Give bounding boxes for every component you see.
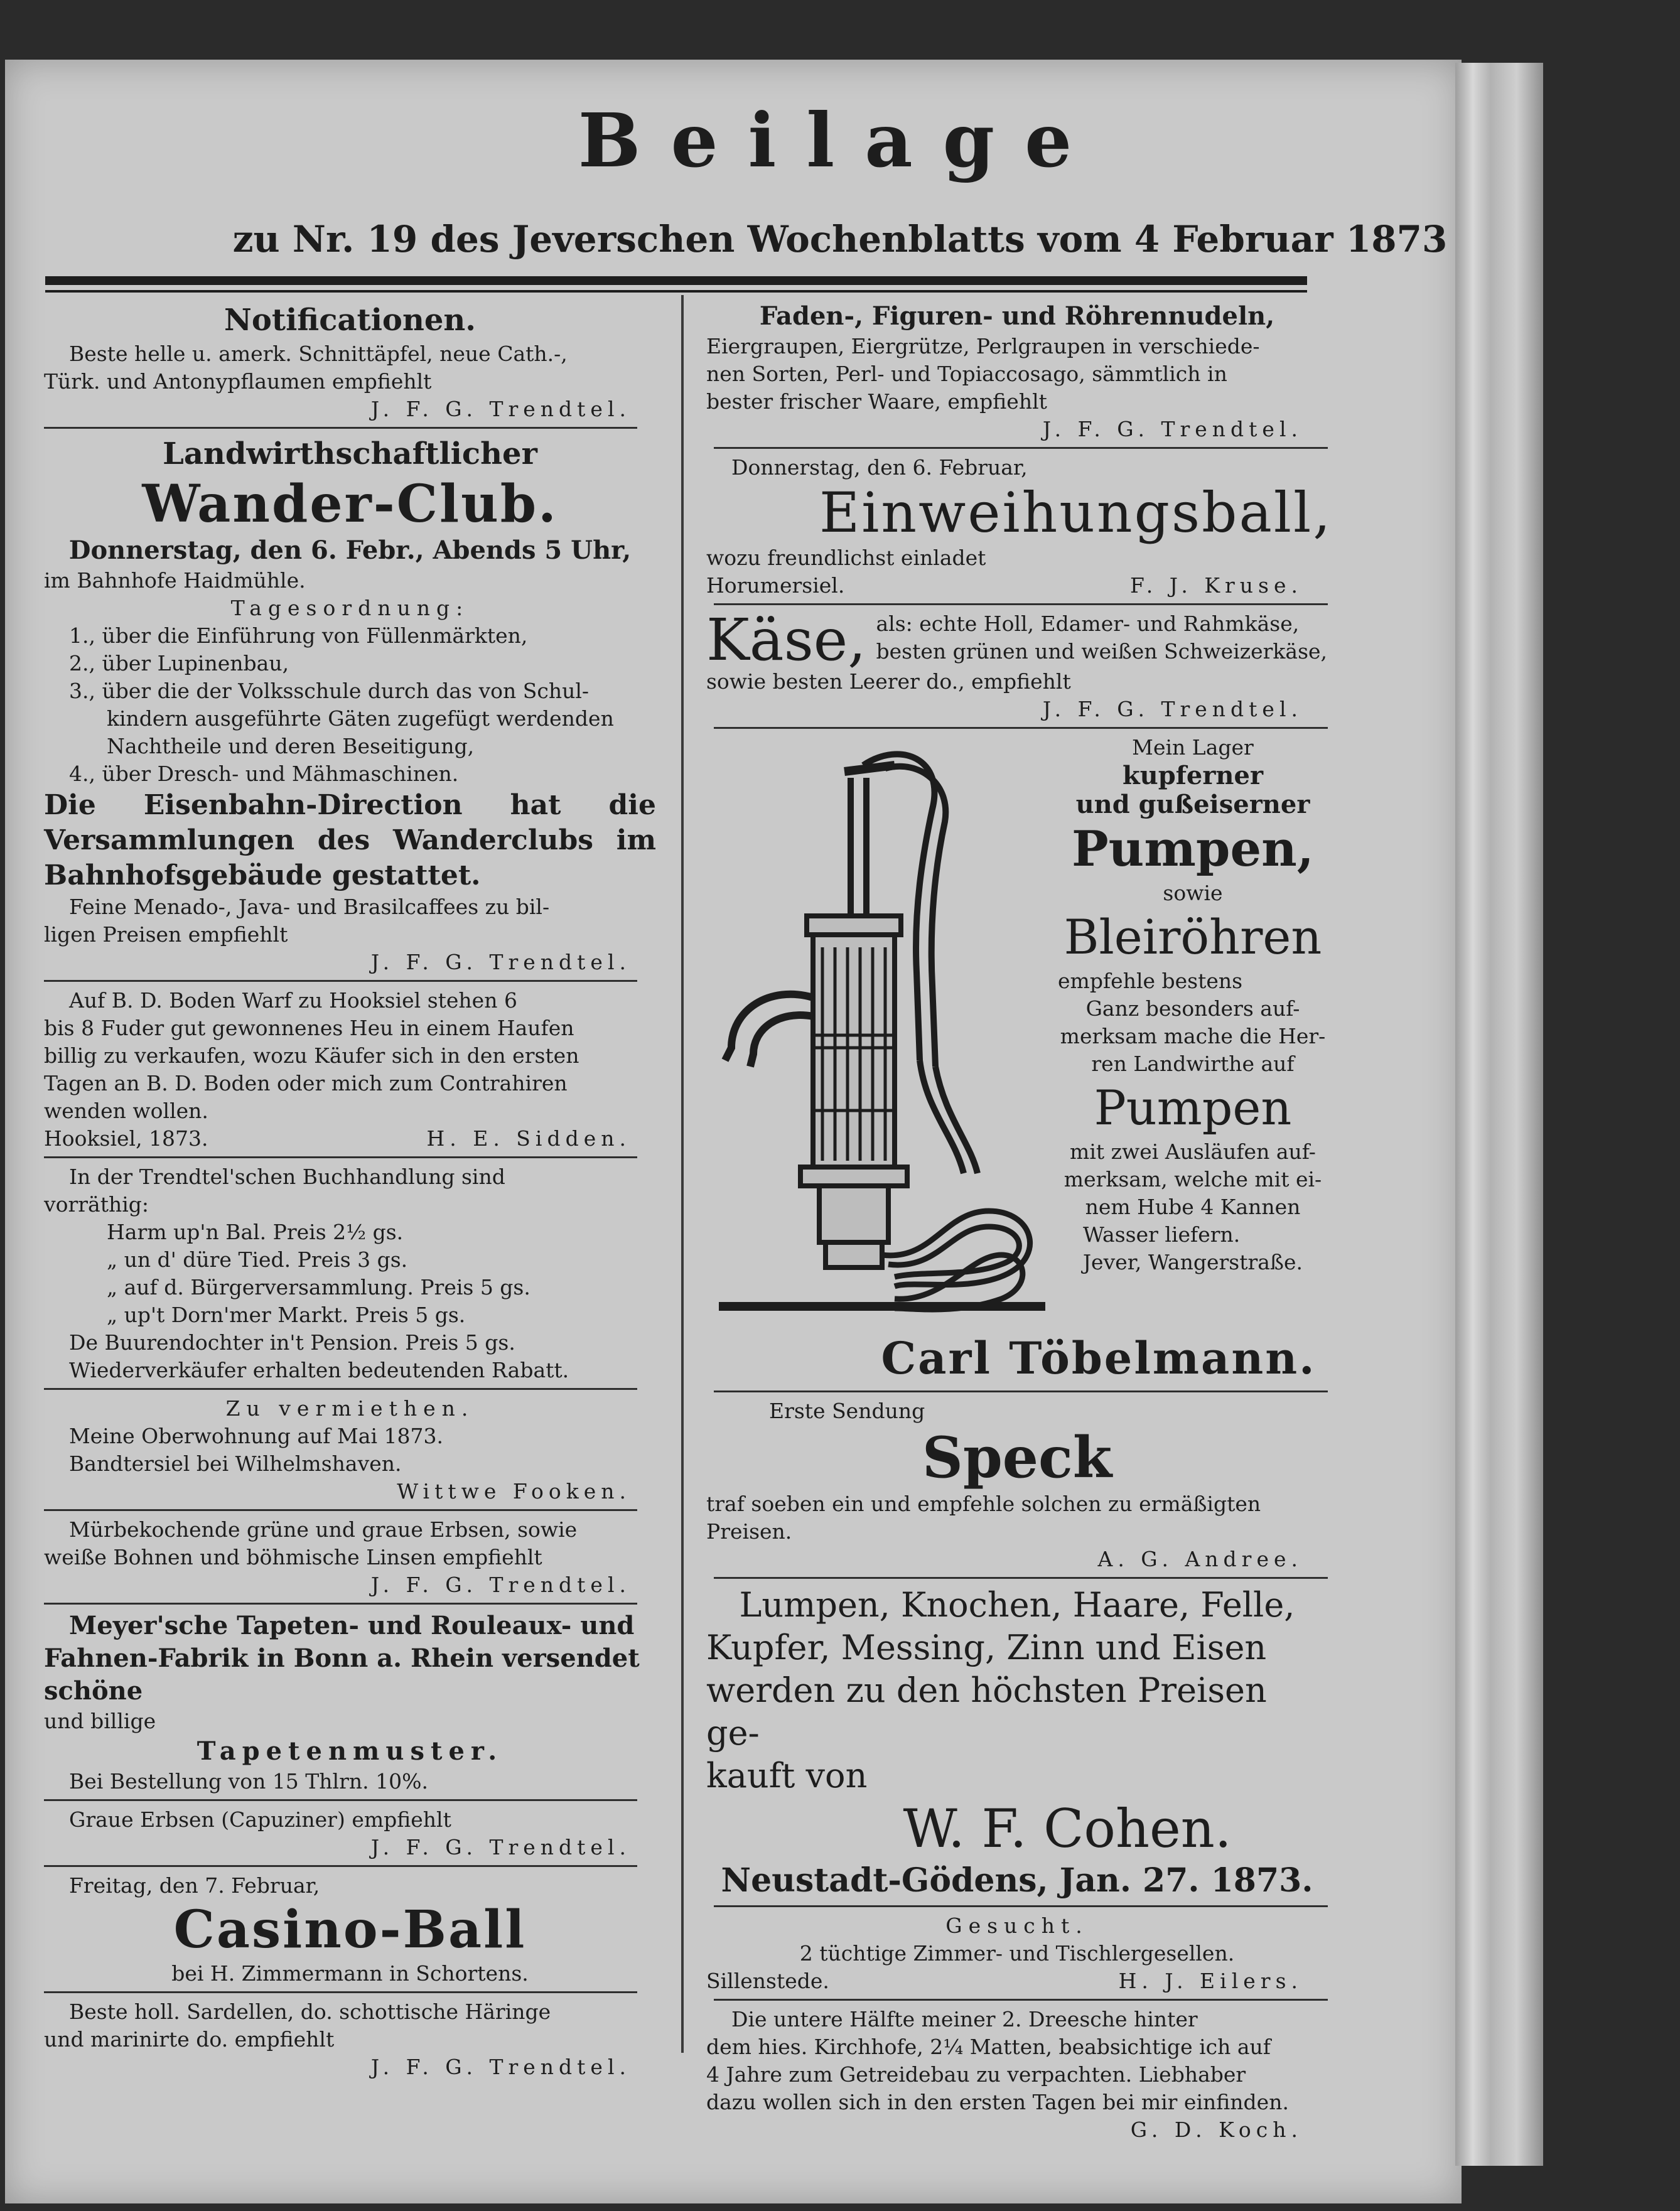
ad-text: nem Hube 4 Kannen [1085,1195,1301,1219]
book-item: Harm up'n Bal. Preis 2½ gs. [107,1220,404,1244]
ad-separator [714,447,1328,449]
ad-bold-text: Die Eisenbahn-Direction hat die [44,789,656,821]
ad-signature: J. F. G. Trendtel. [1042,417,1303,441]
ad-text: mit zwei Ausläufen auf- [1070,1139,1316,1164]
ad-text: Wasser liefern. [1083,1222,1241,1247]
ad-text: kauft von [706,1756,868,1795]
ad-text: im Bahnhofe Haidmühle. [44,568,306,593]
ad-text: Bandtersiel bei Wilhelmshaven. [69,1451,402,1476]
ad-separator [44,1865,637,1867]
ad-text: Meine Oberwohnung auf Mai 1873. [69,1424,443,1448]
ad-place: Sillenstede. [706,1969,829,1993]
ad-separator [44,1799,637,1801]
ad-firm-name: W. F. Cohen. [903,1798,1232,1859]
ad-text: billig zu verkaufen, wozu Käufer sich in den ersten [44,1043,579,1068]
ad-text: vorräthig: [44,1192,149,1217]
ad-signature: A. G. Andree. [1097,1547,1303,1571]
ad-text: ren Landwirthe auf [1091,1052,1295,1076]
book-item: „ up't Dorn'mer Markt. Preis 5 gs. [107,1303,466,1327]
ad-separator [714,1999,1328,2001]
ad-vermiethen [44,1395,656,1505]
ad-signature: J. F. G. Trendtel. [370,397,631,421]
book-item: De Buurendochter in't Pension. Preis 5 gs. [69,1330,515,1355]
ad-text: und billige [44,1709,156,1733]
ad-headline: Pumpen [1094,1080,1292,1136]
ad-signature: H. E. Sidden. [426,1126,631,1151]
ad-title: Notificationen. [224,303,476,338]
ad-nudeln [706,300,1328,443]
ad-text: 2 tüchtige Zimmer- und Tischlergesellen. [799,1941,1235,1966]
ad-notificationen [44,300,656,423]
agenda-item: kindern ausgeführte Gäten zugefügt werdenden [107,706,614,731]
ad-wander-club [44,434,656,893]
ad-text: Ganz besonders auf- [1085,996,1300,1021]
ad-text: bei H. Zimmermann in Schortens. [171,1961,529,1986]
agenda-item: Nachtheile und deren Beseitigung, [107,734,475,758]
ad-title: Tapetenmuster. [197,1736,503,1766]
agenda-heading: Tagesordnung: [230,596,470,620]
ad-separator [44,1509,637,1511]
ad-einweihungsball [706,454,1333,600]
ad-text: und gußeiserner [1075,790,1310,819]
ad-text: Bei Bestellung von 15 Thlrn. 10%. [69,1769,428,1794]
ad-text: In der Trendtel'schen Buchhandlung sind [69,1165,505,1189]
ad-text: merksam mache die Her- [1060,1024,1326,1048]
ad-headline: Käse, [706,606,866,674]
ad-title: Landwirthschaftlicher [163,436,537,471]
ad-text: bis 8 Fuder gut gewonnenes Heu in einem Haufen [44,1016,574,1040]
ad-text: Lumpen, Knochen, Haare, Felle, [739,1585,1295,1625]
ad-text: dazu wollen sich in den ersten Tagen bei mir einfinden. [706,2090,1289,2114]
ad-text: merksam, welche mit ei- [1063,1167,1322,1192]
ad-signature: J. F. G. Trendtel. [370,1573,631,1597]
header-rule [45,276,1307,285]
ad-dreesche [706,2006,1328,2144]
ad-cohen [706,1584,1328,1902]
ad-signature: F. J. Kruse. [1129,573,1303,598]
ad-separator [44,427,637,429]
ad-text: Auf B. D. Boden Warf zu Hooksiel stehen 6 [69,988,517,1013]
ad-text: sowie besten Leerer do., empfiehlt [706,669,1071,694]
ad-coffee [44,893,656,976]
agenda-item: 3., über die der Volksschule durch das von Schul- [69,679,590,703]
agenda-item: 2., über Lupinenbau, [69,651,289,675]
ad-text: Die untere Hälfte meiner 2. Dreesche hinter [731,2007,1198,2031]
column-divider [681,295,684,2053]
ad-separator [44,1388,637,1390]
ad-text: Wiederverkäufer erhalten bedeutenden Rabatt. [69,1358,569,1382]
ad-text: Kupfer, Messing, Zinn und Eisen [706,1628,1267,1667]
ad-kaese [706,606,1328,674]
ad-headline: Einweihungsball, [819,480,1333,545]
agenda-item: 4., über Dresch- und Mähmaschinen. [69,761,459,786]
ad-signature: H. J. Eilers. [1118,1969,1303,1993]
ad-text: sowie [1163,881,1223,905]
ad-graue-erbsen [44,1806,656,1861]
ad-text: ligen Preisen empfiehlt [44,922,288,947]
ad-signature: J. F. G. Trendtel. [370,1835,631,1859]
ad-text: und marinirte do. empfiehlt [44,2027,335,2052]
ad-gesucht [706,1912,1328,1995]
ad-text: werden zu den höchsten Preisen ge- [706,1670,1267,1753]
ad-text: Feine Menado-, Java- und Brasilcaffees zu bil- [69,895,550,919]
ad-headline: Casino-Ball [173,1900,527,1960]
ad-text: empfehle bestens [1058,969,1243,993]
ad-headline: Pumpen, [1072,820,1314,878]
ad-heu [44,987,656,1153]
ad-separator [44,980,637,982]
ad-bold-text: Bahnhofsgebäude gestattet. [44,859,481,891]
ad-bold-text: Faden-, Figuren- und Röhrennudeln, [759,301,1275,331]
ad-separator [714,1391,1328,1392]
ad-text: Beste holl. Sardellen, do. schottische Häringe [69,1999,551,2024]
water-pump-illustration [706,734,1058,1330]
ad-place: Hooksiel, 1873. [44,1126,208,1151]
ad-text: 4 Jahre zum Getreidebau zu verpachten. Liebhaber [706,2062,1246,2087]
right-column [706,300,1333,2144]
header-rule-thin [45,290,1307,293]
ad-separator [714,603,1328,605]
ad-bold-text: Meyer'sche Tapeten- und Rouleaux- und [69,1611,635,1640]
ad-text: Türk. und Antonypflaumen empfiehlt [44,369,432,394]
ad-text: wozu freundlichst einladet [706,546,986,570]
ad-text: als: echte Holl, Edamer- und Rahmkäse, [876,611,1300,636]
ad-buchhandlung [44,1163,656,1384]
ad-erbsen [44,1516,656,1599]
ad-text: Beste helle u. amerk. Schnittäpfel, neue Cath.-, [69,342,568,366]
ad-signature: J. F. G. Trendtel. [1042,697,1303,721]
ad-signature: J. F. G. Trendtel. [370,2055,631,2079]
ad-text: Erste Sendung [769,1399,925,1423]
ad-bold-text: Fahnen-Fabrik in Bonn a. Rhein versendet schöne [44,1643,640,1706]
ad-headline: Wander-Club. [142,474,558,534]
ad-text: nen Sorten, Perl- und Topiaccosago, sämmtlich in [706,362,1227,386]
ad-text: kupferner [1122,761,1264,790]
book-item: „ auf d. Bürgerversammlung. Preis 5 gs. [107,1275,530,1299]
ad-separator [714,1577,1328,1579]
ad-signature: Wittwe Fooken. [397,1479,631,1504]
ad-firm-name: Carl Töbelmann. [881,1332,1317,1384]
ad-text: Eiergraupen, Eiergrütze, Perlgraupen in verschiede- [706,334,1260,358]
book-page-edge [1455,63,1543,2166]
ad-casino-ball [44,1872,656,1988]
ad-sardellen [44,1998,656,2081]
ad-place: Neustadt-Gödens, Jan. 27. 1873. [721,1861,1313,1900]
agenda-item: 1., über die Einführung von Füllenmärkten, [69,623,528,648]
ad-signature: G. D. Koch. [1130,2117,1303,2142]
ad-text: dem hies. Kirchhofe, 2¼ Matten, beabsichtige ich auf [706,2035,1271,2059]
ad-signature: J. F. G. Trendtel. [370,950,631,974]
ad-tapeten [44,1610,656,1795]
ad-place: Horumersiel. [706,573,845,598]
ad-text: Mürbekochende grüne und graue Erbsen, sowie [69,1517,578,1542]
ad-title: Gesucht. [945,1913,1089,1938]
ad-text: wenden wollen. [44,1099,208,1123]
book-item: „ un d' düre Tied. Preis 3 gs. [107,1247,408,1272]
ad-text: Donnerstag, den 6. Febr., Abends 5 Uhr, [68,535,632,565]
ad-text: weiße Bohnen und böhmische Linsen empfiehlt [44,1545,542,1569]
left-column [44,300,656,2081]
ad-speck [706,1397,1328,1573]
ad-text: besten grünen und weißen Schweizerkäse, [876,639,1328,664]
ad-bold-text: Versammlungen des Wanderclubs im [44,824,656,856]
ad-separator [44,1156,637,1158]
ad-title: Zu vermiethen. [225,1396,475,1421]
ad-separator [44,1991,637,1993]
ad-text: Jever, Wangerstraße. [1082,1250,1303,1274]
ad-headline: Bleiröhren [1063,909,1322,965]
supplement-subtitle: zu Nr. 19 des Jeverschen Wochenblatts vom 4 Februar 1873 [232,218,1448,261]
ad-text: bester frischer Waare, empfiehlt [706,389,1047,414]
ad-headline: Speck [922,1424,1112,1491]
ad-separator [44,1603,637,1605]
ad-text: traf soeben ein und empfehle solchen zu ermäßigten [706,1492,1261,1516]
ad-text: Tagen an B. D. Boden oder mich zum Contrahiren [44,1071,568,1095]
ad-text: Graue Erbsen (Capuziner) empfiehlt [69,1807,451,1832]
ad-separator [714,1905,1328,1907]
ad-text: Donnerstag, den 6. Februar, [731,455,1028,480]
pump-icon [706,734,1058,1330]
supplement-title: Beilage [578,97,1102,184]
ad-text: Freitag, den 7. Februar, [69,1873,320,1898]
ad-text: Preisen. [706,1519,792,1544]
ad-pumpen [706,734,1328,1387]
ad-text: Mein Lager [1132,735,1254,760]
ad-separator [714,727,1328,729]
